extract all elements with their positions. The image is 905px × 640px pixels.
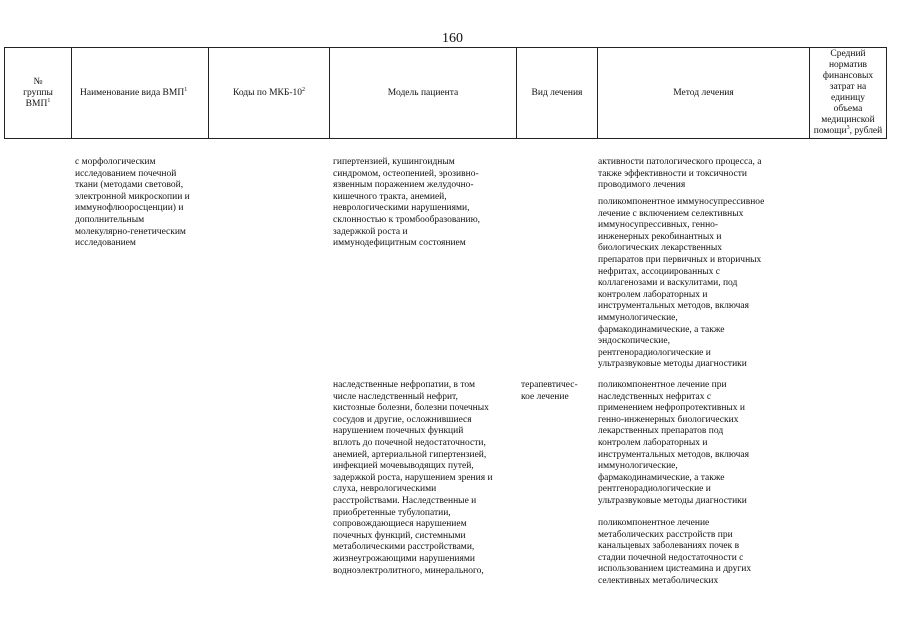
treatment-type-2: терапевтичес- кое лечение [521, 380, 578, 402]
header-icd-codes: Коды по МКБ-$10^2$ [209, 48, 330, 139]
header-vmp-name: Наименование вида ВМП$^1$ [72, 48, 209, 139]
header-treatment-method: Метод лечения [598, 48, 810, 139]
header-patient-model: Модель пациента [330, 48, 517, 139]
patient-model-2: наследственные нефропатии, в том числе наследственный нефрит, кистозные болезни, болезни почечных сосудов и другие, осложнившиеся нарушением почечных функций вплоть до почечной недостаточности, анемией, артериальной гипертензией, инфекцией мочевыводящих путей, задержкой роста, нарушением зрения и слуха, неврологическими расстройствами. Наследственные и приобретенные тубулопатии, сопровождающиеся нарушением почечных функций, системными метаболическими расстройствами, жизнеугрожающими нарушениями водноэлектролитного, минерального, [333, 380, 493, 576]
treatment-method-1: активности патологического процесса, а также эффективности и токсичности проводимого лечения [598, 157, 762, 191]
treatment-method-4: поликомпонентное лечение метаболических расстройств при канальцевых заболеваниях почек в стадии почечной недостаточности с использованием цистеамина и других селективных метаболических [598, 518, 752, 586]
page-number: 160 [442, 31, 463, 46]
header-group-number: № группы ВМП$^1$ [5, 48, 72, 139]
treatment-method-2: поликомпонентное иммуносупрессивное лечение с включением селективных иммуносупрессивных, генно- инженерных рекобинантных и биологических лекарственных препаратов при первичных и вторичных нефритах, ассоциированных с коллагенозами и васкулитами, под контролем лабораторных и инструментальных методов, включая иммунологические, фармакодинамические, а также эндоскопические, рентгенорадиологические и ультразвуковые методы диагностики [598, 197, 765, 370]
header-treatment-type: Вид лечения [517, 48, 598, 139]
patient-model-1: гипертензией, кушингоидным синдромом, остеопенией, эрозивно- язвенным поражением желудочно- кишечного тракта, анемией, неврологическими нарушениями, склонностью к тромбообразованию, задержкой роста и иммунодефицитным состоянием [333, 157, 481, 249]
treatment-method-3: поликомпонентное лечение при наследственных нефритах с применением нефропротективных и генно-инженерных биологических лекарственных препаратов под контролем лабораторных и инструментальных методов, включая иммунологические, фармакодинамические, а также рентгенорадиологические и ультразвуковые методы диагностики [598, 380, 749, 506]
vmp-name-text: с морфологическим исследованием почечной ткани (методами световой, электронной микроскопии и иммунофлюоросценции) и дополнительным молекулярно-генетическим исследованием [75, 157, 190, 249]
header-cost-standard: Средний норматив финансовых затрат на единицу объема медицинской помощи$^3$, рублей [810, 48, 887, 139]
table-header [4, 47, 887, 139]
